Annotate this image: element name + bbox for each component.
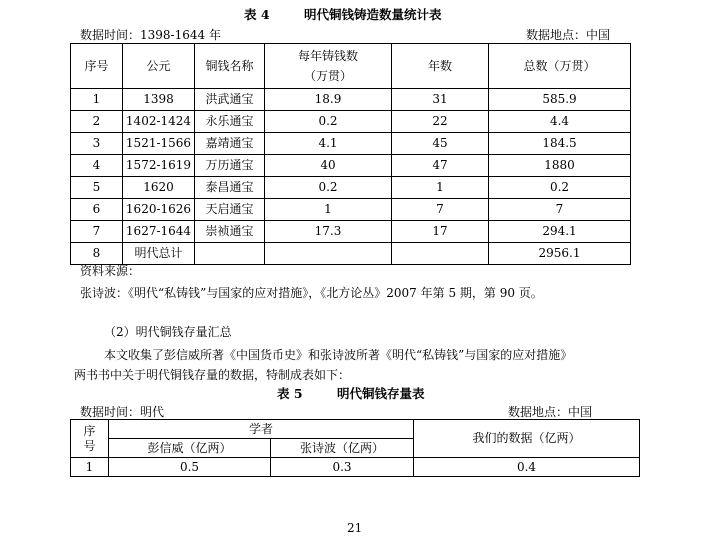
section-heading: （2）明代铜钱存量汇总 <box>104 325 232 339</box>
cell-year: 1521-1566 <box>123 133 195 155</box>
table5-place: 数据地点：中国 <box>508 405 593 419</box>
cell-annual: 4.1 <box>265 133 392 155</box>
cell-ours: 0.4 <box>414 458 640 477</box>
cell-year: 1402-1424 <box>123 111 195 133</box>
table4-header-coin: 铜钱名称 <box>195 44 265 89</box>
cell-total: 0.2 <box>489 177 631 199</box>
cell-years <box>392 243 489 265</box>
cell-years: 7 <box>392 199 489 221</box>
cell-annual: 40 <box>265 155 392 177</box>
cell-year: 1627-1644 <box>123 221 195 243</box>
table-row <box>71 155 631 177</box>
cell-annual: 0.2 <box>265 111 392 133</box>
table5-title: 明代铜钱存量表 <box>337 386 425 401</box>
table-row <box>71 89 631 111</box>
table5-header-row <box>71 420 640 439</box>
table5-header-seq <box>71 420 109 458</box>
cell-years: 22 <box>392 111 489 133</box>
body-paragraph-line2: 两书书中关于明代铜钱存量的数据，特制成表如下： <box>74 368 351 382</box>
table5-time: 数据时间：明代 <box>80 405 165 419</box>
cell-coin: 洪武通宝 <box>195 89 265 111</box>
table4-header-annual <box>265 44 392 89</box>
cell-total: 294.1 <box>489 221 631 243</box>
table4-header-total: 总数（万贯） <box>489 44 631 89</box>
cell-years: 1 <box>392 177 489 199</box>
source-citation: 张诗波：《明代“私铸钱”与国家的应对措施》，《北方论丛》2007 年第 5 期，第 90 页。 <box>80 286 543 300</box>
table4-header-years: 年数 <box>392 44 489 89</box>
table5 <box>70 419 640 477</box>
cell-years: 45 <box>392 133 489 155</box>
table4-header-year: 公元 <box>123 44 195 89</box>
cell-peng: 0.5 <box>109 458 271 477</box>
cell-annual: 0.2 <box>265 177 392 199</box>
source-label: 资料来源： <box>80 264 141 278</box>
table5-header-seq-line1: 序 <box>83 423 96 438</box>
table5-label: 表 5 <box>277 386 303 401</box>
cell-coin <box>195 243 265 265</box>
cell-total: 7 <box>489 199 631 221</box>
cell-total: 2956.1 <box>489 243 631 265</box>
table-row <box>71 111 631 133</box>
cell-seq: 1 <box>71 89 123 111</box>
table4-header-annual-line2: （万贯） <box>303 68 352 83</box>
cell-total: 1880 <box>489 155 631 177</box>
cell-seq: 7 <box>71 221 123 243</box>
table-row <box>71 199 631 221</box>
cell-seq: 3 <box>71 133 123 155</box>
table4-header-seq: 序号 <box>71 44 123 89</box>
cell-annual: 17.3 <box>265 221 392 243</box>
cell-year: 1398 <box>123 89 195 111</box>
table-row <box>71 458 640 477</box>
cell-zhang: 0.3 <box>271 458 414 477</box>
cell-seq: 4 <box>71 155 123 177</box>
cell-seq: 1 <box>71 458 109 477</box>
table4-place: 数据地点：中国 <box>526 28 611 42</box>
table4-header-row <box>71 44 631 89</box>
cell-coin: 崇祯通宝 <box>195 221 265 243</box>
cell-seq: 6 <box>71 199 123 221</box>
table4-header-annual-line1: 每年铸钱数 <box>297 48 358 63</box>
cell-annual: 18.9 <box>265 89 392 111</box>
cell-annual <box>265 243 392 265</box>
cell-coin: 永乐通宝 <box>195 111 265 133</box>
cell-coin: 泰昌通宝 <box>195 177 265 199</box>
table5-header-scholar: 学者 <box>109 420 414 439</box>
cell-years: 47 <box>392 155 489 177</box>
table4 <box>70 43 631 265</box>
cell-coin: 嘉靖通宝 <box>195 133 265 155</box>
table4-time: 数据时间：1398-1644 年 <box>80 28 221 42</box>
table-row <box>71 243 631 265</box>
table4-title: 明代铜钱铸造数量统计表 <box>304 7 442 22</box>
cell-seq: 8 <box>71 243 123 265</box>
cell-total: 184.5 <box>489 133 631 155</box>
cell-annual: 1 <box>265 199 392 221</box>
table4-label: 表 4 <box>244 7 270 22</box>
cell-year: 1620 <box>123 177 195 199</box>
page-number: 21 <box>347 521 363 535</box>
table-row <box>71 221 631 243</box>
cell-seq: 5 <box>71 177 123 199</box>
cell-year: 明代总计 <box>123 243 195 265</box>
table5-header-zhang: 张诗波（亿两） <box>271 439 414 458</box>
cell-coin: 万历通宝 <box>195 155 265 177</box>
cell-coin: 天启通宝 <box>195 199 265 221</box>
cell-years: 31 <box>392 89 489 111</box>
cell-total: 585.9 <box>489 89 631 111</box>
table5-header-seq-line2: 号 <box>83 438 96 453</box>
table5-header-peng: 彭信威（亿两） <box>109 439 271 458</box>
cell-year: 1572-1619 <box>123 155 195 177</box>
table-row <box>71 177 631 199</box>
table-row <box>71 133 631 155</box>
table5-header-ours: 我们的数据（亿两） <box>414 420 640 458</box>
cell-years: 17 <box>392 221 489 243</box>
body-paragraph-line1: 本文收集了彭信威所著《中国货币史》和张诗波所著《明代“私铸钱”与国家的应对措施》 <box>104 348 573 362</box>
cell-year: 1620-1626 <box>123 199 195 221</box>
cell-seq: 2 <box>71 111 123 133</box>
cell-total: 4.4 <box>489 111 631 133</box>
